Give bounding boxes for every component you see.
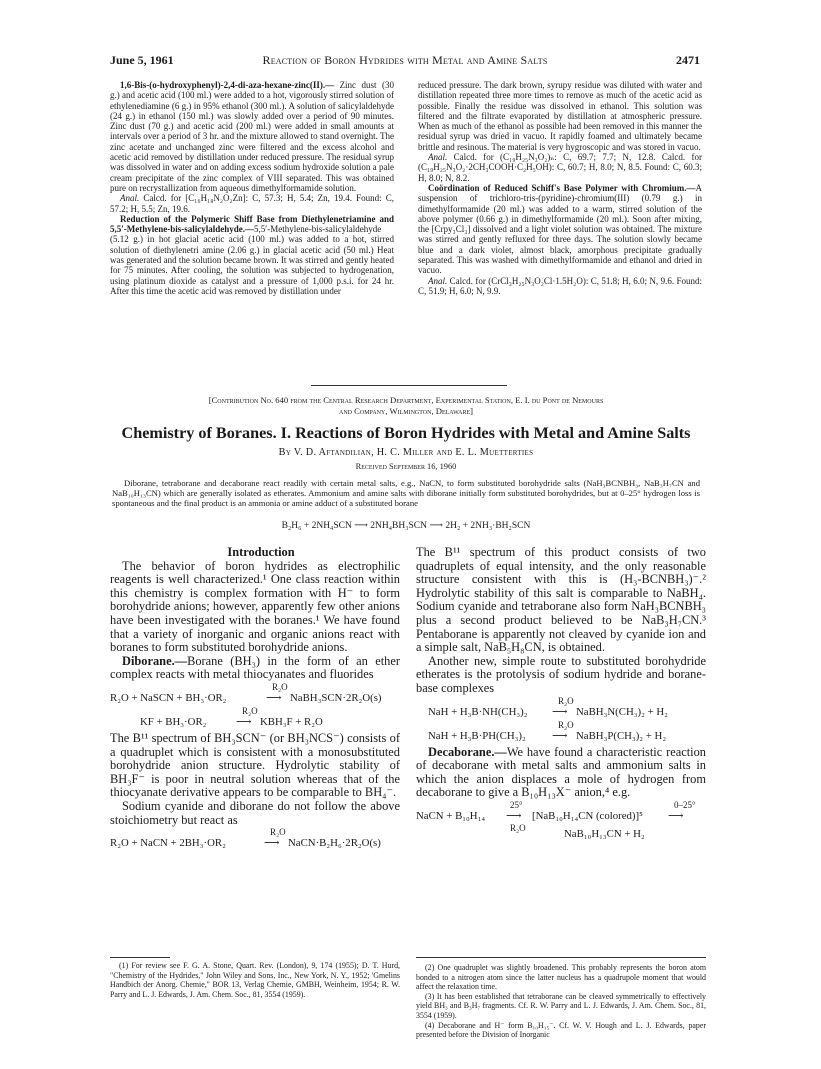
equation-3 [110,829,400,851]
footnote-3: (3) It has been established that tetraborane can be cleaved symmetrically to effectively yield BH₃ and B₃H₇ fragments. Cf. R. W. Parry and L. J. Edwards, J. Am. Chem. Soc., 81, 3554 (1959). [416,991,706,1020]
equation-4-condition: R₂O [558,695,574,706]
decaborane-text: We have found a characteristic reaction of decaborane with metal salts and ammonium salts in which the anion displaces a mole of hydrogen from decaborane to give a B₁₀H₁₃X⁻ anion,⁴ e.g. [416,744,706,800]
protolysis-paragraph: Another new, simple route to substituted borohydride etherates is the protolysis of sodium hydride and borane-base complexes [416,653,706,695]
diborane-runin: Diborane.— [122,653,188,668]
analysis-2-label: Anal. [428,152,448,163]
b11-spectrum-paragraph: The B¹¹ spectrum of this product consists of two quadruplets of equal intensity, and the only reasonable structure consistent with this is (H₃-BCNBH₃)⁻.² Hydrolytic stability of this salt is comparable to NaBH₄. Sodium cyanide and tetraborane also form NaH₃BCNBH₃ plus a second product believed to be NaB₃H₇CN.³ Pentaborane is apparently not cleaved by cyanide ion and a simple salt, NaB₅H₈CN, is obtained. [416,545,706,655]
reduction-text: 5,5′-Methylene-bis-salicylaldehyde (5.12 g.) in hot glacial acetic acid (100 ml.) was added to a hot, stirred solution of diethylenetri amine (2.06 g.) in glacial acetic acid (50 ml.) Heat was generated and the solution became brown. It was stirred and gently heated for 75 minutes. After cooling, the solution was subjected to hydrogenation, using platinum dioxide as catalyst and a pressure of 1,000 p.s.i. for 24 hr. After this time the acetic acid was removed by distillation under [110,224,394,296]
analysis-3-text: Calcd. for (CrCl₃H₂₅N₃O₂Cl·1.5H₂O): C, 51.8; H, 6.0; N, 9.6. Found: C, 51.9; H, 6.0; N, 9.9. [418,275,702,296]
equation-2-arrow: ⟶ [236,715,252,728]
contribution-line-2: and Company, Wilmington, Delaware] [338,406,473,416]
footnote-rule-left [110,957,170,958]
running-title: Reaction of Boron Hydrides with Metal and Amine Salts [262,53,548,67]
equation-4-left: NaH + H₃B·NH(CH₃)₂ [428,705,528,718]
footnotes-right [416,963,706,1040]
equation-2-left: KF + BH₃·OR₂ [140,715,207,728]
intro-paragraph: The behavior of boron hydrides as electrophilic reagents is well characterized.¹ One class reaction within this chemistry is complex formation with H⁻ to form borohydride anions; however, apparently few other anions have been investigated with the boranes.¹ We have found that a variety of inorganic and organic anions react with boranes to form substituted borohydride anions. [110,558,400,655]
equation-5-condition: R₂O [558,719,574,730]
equation-5-left: NaH + H₃B·PH(CH₃)₂ [428,729,526,742]
section-heading-introduction: Introduction [227,545,295,559]
analysis-1-text: Calcd. for [C₁₆H₁₈N₂O₂Zn]: C, 57.3; H, 5.4; Zn, 19.4. Found: C, 57.2; H, 5.5; Zn, 19.6. [110,193,394,214]
equation-1-condition: R₂O [272,681,288,692]
diborane-text: Borane (BH₃) in the form of an ether complex reacts with metal thiocyanates and fluorides [110,653,400,682]
reduction-paragraph [110,214,394,296]
equation-4-arrow: ⟶ [552,705,568,718]
diborane-paragraph [110,655,400,682]
zinc-complex-text: Zinc dust (30 g.) and acetic acid (100 ml.) were added to a hot, vigorously stirred solution of ethylenediamine (6 g.) in 95% ethanol (300 ml.). A solution of salicylaldehyde (24 g.) in ethanol (150 ml.) was slowly added over a period of 90 minutes. Zinc dust (70 g.) and acetic acid (200 ml.) were added in small amounts at intervals over a period of 3 hr. and the mixture allowed to stand overnight. The zinc acetate and unchanged zinc were filtered and the excess alcohol and acetic acid removed by distillation under reduced pressure. The residual syrup was dissolved in water and on adding excess sodium hydroxide solution a pale cream precipitate of the zinc complex of VIII separated. This was obtained pure on recrystallization from aqueous dimethylformamide solution. [110,80,395,193]
chromium-text: A suspension of trichloro-tris-(pyridine)-chromium(III) (0.79 g.) in dimethylformamide (20 ml.) was added to a warm, stirred solution of the above polymer (0.66 g.) in dimethylformamide (20 ml.). Soon after mixing, the [Crpy₃Cl₃] dissolved and a light violet solution was obtained. The mixture was stirred and gently refluxed for three days. The solution slowly became blue and a dark violet, almost black, amorphous precipitate gradually separated. This was washed with dimethylformamide and ethanol and dried in vacuo. [418,182,702,276]
equation-1-right: NaBH₃SCN·2R₂O(s) [290,691,382,704]
equation-2 [110,705,400,730]
reduction-heading: Reduction of the Polymeric Shiff Base from Diethylenetriamine and 5,5′-Methylene-bis-salicylaldehyde.— [110,213,394,235]
equation-1-arrow: ⟶ [266,691,282,704]
equation-2-condition: R₂O [242,705,258,716]
equation-4 [416,695,706,720]
analysis-1-label: Anal. [120,193,140,204]
footnote-2: (2) One quadruplet was slightly broadened. This probably represents the boron atom bonded to a nitrogen atom since the latter nucleus has a quadrupole moment that would affect the relaxation time. [416,963,706,992]
continuation-paragraph: reduced pressure. The dark brown, syrupy residue was diluted with water and distillation repeated three more times to remove as much of the acetic acid as possible. Finally the residue was dissolved in ethanol. This solution was filtered and the filtrate evaporated by distillation at atmospheric pressure. When as much of the ethanol as possible had been removed in this manner the residual syrup was dried in vacuo. It rapidly foamed and ultimately became brittle and resinous. The material is very hygroscopic and was stored in vacuo. [418,80,702,152]
spectrum-paragraph: The B¹¹ spectrum of BH₃SCN⁻ (or BH₃NCS⁻) consists of a quadruplet which is consistent with a monosubstituted borohydride anion structure. Hydrolytic stability of BH₃F⁻ is poor in neutral solution whereas that of the thiocyanate derivative appears to be comparable to BH₄⁻. [110,730,400,800]
abstract-text: Diborane, tetraborane and decaborane react readily with certain metal salts, e.g., NaCN, to form substituted borohydride salts (NaH₃BCNBH₃, NaB₃H₇CN and NaB₁₀H₁₃CN) which are generally isolated as etherates. Ammonium and amine salts with diborane initially form substituted borohydrides, but at 0–25° hydrogen loss is spontaneous and the final product is an ammonia or amine adduct of a substituted borane [112,478,700,509]
analysis-2 [418,152,702,183]
footnote-4: (4) Decaborane and H⁻ form B₁₀H₁₅⁻. Cf. W. V. Hough and L. J. Edwards, paper presented before the Division of Inorganic [416,1020,706,1040]
issue-date: June 5, 1961 [110,53,174,67]
equation-6-result: NaB₁₀H₁₃CN + H₂ [564,827,645,840]
equation-5-right: NaBH₃P(CH₃)₂ + H₂ [576,729,667,742]
body-left-column [110,546,400,853]
equation-6-left: NaCN + B₁₀H₁₄ [416,809,486,822]
equation-6-solvent: R₂O [510,822,526,833]
equation-3-left: R₂O + NaCN + 2BH₃·OR₂ [110,837,226,850]
equation-5-arrow: ⟶ [552,729,568,742]
article-title: Chemistry of Boranes. I. Reactions of Boron Hydrides with Metal and Amine Salts [121,424,691,442]
equation-6-arrow: ⟶ [506,809,522,822]
analysis-2-text: Calcd. for (C₁₉H₂₅N₃O₂)ₙ: C, 69.7; 7.7; N, 12.8. Calcd. for (C₁₉H₂₅N₃O₂·2CH₃COOH·C₂H₅OH): C, 60.7; H, 8.0; N, 8.5. Found: C, 60.3; H, 8.0; N, 8.2. [418,152,702,183]
equation-1 [110,681,400,706]
previous-article-left-column [110,80,394,296]
equation-6 [416,799,706,842]
cyanide-paragraph: Sodium cyanide and diborane do not follow the above stoichiometry but react as [110,798,400,827]
equation-3-right: NaCN·B₂H₆·2R₂O(s) [288,837,381,850]
zinc-complex-heading: 1,6-Bis-(o-hydroxyphenyl)-2,4-di-aza-hexane-zinc(II).— [120,80,335,90]
abstract [112,478,700,509]
equation-2-right: KBH₃F + R₂O [260,715,323,728]
analysis-1 [110,193,394,214]
equation-6-arrow-2: ⟶ [668,809,684,822]
equation-6-condition-2: 0–25° [674,799,696,810]
equation-6-condition: 25° [510,799,523,810]
analysis-3-label: Anal. [428,275,448,286]
contribution-line-1: [Contribution No. 640 from the Central Research Department, Experimental Station, E. I. du Pont de Nemours [208,395,604,405]
previous-article-right-column [418,80,702,296]
page-number: 2471 [676,53,700,67]
decaborane-paragraph [416,746,706,800]
chromium-paragraph [418,183,702,276]
footnotes-left [110,961,400,999]
article-separator-rule [311,385,507,386]
body-right-column [416,546,706,844]
chromium-heading: Coördination of Reduced Schiff's Base Polymer with Chromium.— [428,182,696,193]
equation-3-arrow: ⟶ [264,837,280,850]
article-authors: By V. D. Aftandilian, H. C. Miller and E. L. Muetterties [278,447,534,458]
decaborane-runin: Decaborane.— [428,744,507,759]
analysis-3 [418,276,702,297]
contribution-note [110,395,702,417]
zinc-complex-paragraph [110,80,394,193]
equation-5 [416,719,706,744]
received-date: Received September 16, 1960 [355,462,457,471]
equation-4-right: NaBH₃N(CH₃)₂ + H₂ [576,705,668,718]
abstract-equation: B₂H₆ + 2NH₄SCN ⟶ 2NH₄BH₃SCN ⟶ 2H₂ + 2NH₃·BH₂SCN [281,521,531,531]
equation-3-condition: R₂O [270,827,286,838]
footnote-1: (1) For review see F. G. A. Stone, Quart. Rev. (London), 9, 174 (1955); D. T. Hurd, "Chemistry of the Hydrides," John Wiley and Sons, Inc., New York, N. Y., 1952; 'Gmelins Handbich der Anorg. Chemie," BOR 13, Verlag Chemie, GMBH, Weinheim, 1954; R. W. Parry and L. J. Edwards, J. Am. Chem. Soc., 81, 3554 (1959). [110,961,400,999]
footnote-rule-right [416,957,706,958]
equation-1-left: R₂O + NaSCN + BH₃·OR₂ [110,691,227,704]
running-head [110,53,700,69]
equation-6-intermediate: [NaB₁₀H₁₄CN (colored)]⁵ [532,809,643,822]
